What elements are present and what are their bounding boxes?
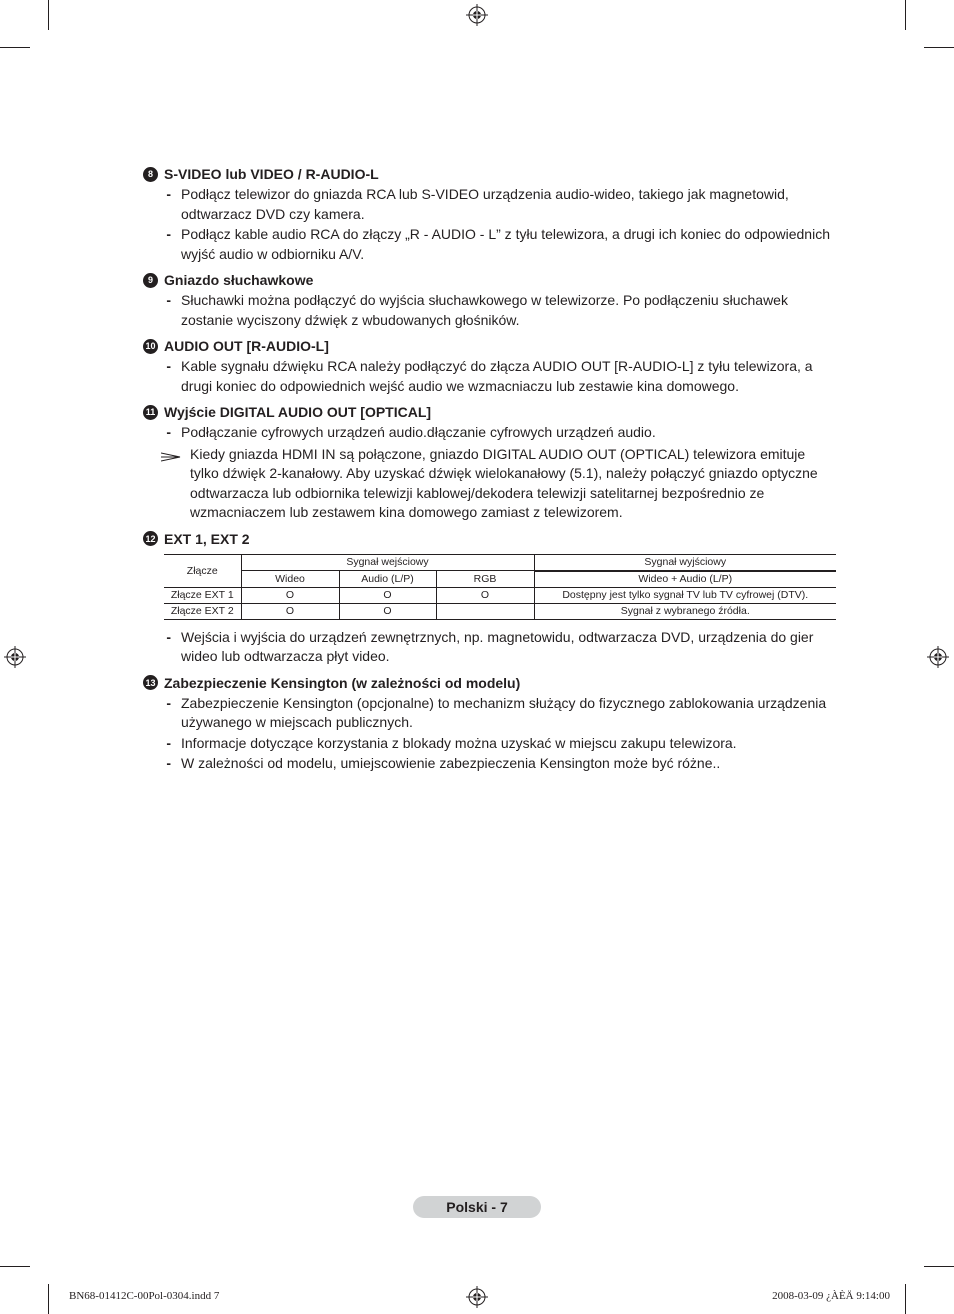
- print-slug-left: BN68-01412C-00Pol-0304.indd 7: [69, 1290, 220, 1302]
- list-item: [143, 225, 837, 264]
- page-number-badge: Polski - 7: [413, 1196, 541, 1218]
- section-heading: [143, 673, 837, 693]
- table-header-connector: Złącze: [164, 554, 241, 587]
- list-item: [143, 423, 837, 443]
- bullet-mark: -: [166, 358, 171, 374]
- list-item: [143, 357, 837, 396]
- bullet-text: Wejścia i wyjścia do urządzeń zewnętrznych, np. magnetowidu, odtwarzacza DVD, urządzenia do gier wideo lub odtwarzacza płyt video.: [181, 628, 814, 664]
- table-cell: Złącze EXT 2: [164, 603, 241, 619]
- section-number-badge: 11: [143, 405, 158, 420]
- bullet-mark: -: [166, 734, 171, 751]
- section-title: AUDIO OUT [R-AUDIO-L]: [164, 338, 329, 354]
- bullet-mark: -: [166, 186, 171, 202]
- table-cell: O: [436, 587, 534, 603]
- list-item: [143, 754, 837, 774]
- section-number-badge: 13: [143, 675, 158, 690]
- bullet-mark: -: [166, 694, 171, 711]
- table-header-row: [164, 554, 836, 571]
- print-slug-right: 2008-03-09 ¿ÀÈÄ 9:14:00: [772, 1290, 890, 1302]
- table-cell: [436, 603, 534, 619]
- section-number-badge: 12: [143, 531, 158, 546]
- table-cell: Złącze EXT 1: [164, 587, 241, 603]
- registration-mark-icon: [466, 4, 488, 26]
- bullet-mark: -: [166, 755, 171, 771]
- bullet-mark: -: [166, 226, 171, 242]
- crop-mark-top-right-v: [905, 0, 906, 30]
- list-item: [143, 291, 837, 330]
- page-content: [143, 164, 837, 780]
- section-title: Zabezpieczenie Kensington (w zależności od modelu): [164, 674, 521, 691]
- table-row: [164, 603, 836, 619]
- ext-connector-table: [164, 554, 836, 620]
- section-heading: [143, 336, 837, 356]
- bullet-text: Zabezpieczenie Kensington (opcjonalne) to mechanizm służący do fizycznego zablokowania urządzenia używanego w miejscach publicznych.: [181, 694, 827, 730]
- crop-mark-bottom-left-h: [0, 1266, 30, 1267]
- bullet-text: Podłączanie cyfrowych urządzeń audio.dłączanie cyfrowych urządzeń audio.: [181, 424, 656, 440]
- section-title: Gniazdo słuchawkowe: [164, 272, 314, 288]
- registration-mark-icon: [927, 646, 949, 668]
- section-number-badge: 10: [143, 339, 158, 354]
- table-row: [164, 587, 836, 603]
- section-kensington: [143, 673, 837, 774]
- registration-mark-icon: [4, 646, 26, 668]
- section-number-badge: 9: [143, 273, 158, 288]
- section-headphones: [143, 270, 837, 330]
- table-cell: O: [339, 603, 436, 619]
- section-heading: [143, 270, 837, 290]
- bullet-mark: -: [166, 292, 171, 308]
- note-text: Kiedy gniazda HDMI IN są połączone, gniazdo DIGITAL AUDIO OUT (OPTICAL) telewizora emituje tylko dźwięk 2-kanałowy. Aby uzyskać dźwięk wielokanałowy (5.1), należy połączyć gniazdo optyczne odtwarzacza lub odbiornika telewizji kablowej/dekodera telewizji satelitarnej bezpośrednio ze wzmacniaczem lub zestawem kina domowego zamiast z telewizorem.: [190, 445, 818, 520]
- bullet-text: Kable sygnału dźwięku RCA należy podłączyć do złącza AUDIO OUT [R-AUDIO-L] z tyłu telewizora, a drugi koniec do odpowiednich wejść audio we wzmacniaczu lub zestawie kina domowego.: [181, 358, 813, 394]
- crop-mark-top-left-h: [0, 47, 30, 48]
- bullet-text: W zależności od modelu, umiejscowienie zabezpieczenia Kensington może być różne..: [181, 755, 721, 771]
- crop-mark-bottom-left-v: [48, 1284, 49, 1314]
- table-subheader-video: Wideo: [241, 571, 339, 588]
- table-header-input: Sygnał wejściowy: [241, 554, 534, 571]
- registration-mark-icon: [466, 1286, 488, 1308]
- section-digital-audio-out: [143, 402, 837, 523]
- section-number-badge: 8: [143, 167, 158, 182]
- crop-mark-top-left-v: [48, 0, 49, 30]
- note-arrow-icon: [143, 445, 190, 523]
- crop-mark-bottom-right-h: [924, 1266, 954, 1267]
- list-item: [143, 734, 837, 754]
- section-s-video: [143, 164, 837, 264]
- crop-mark-top-right-h: [924, 47, 954, 48]
- list-item: [143, 185, 837, 224]
- section-ext: [143, 529, 837, 667]
- section-heading: [143, 402, 837, 422]
- section-title: S-VIDEO lub VIDEO / R-AUDIO-L: [164, 166, 379, 182]
- note: [143, 445, 837, 523]
- section-audio-out: [143, 336, 837, 396]
- section-title: Wyjście DIGITAL AUDIO OUT [OPTICAL]: [164, 404, 432, 420]
- table-subheader-rgb: RGB: [436, 571, 534, 588]
- section-title: EXT 1, EXT 2: [164, 530, 250, 547]
- bullet-text: Podłącz telewizor do gniazda RCA lub S-VIDEO urządzenia audio-wideo, takiego jak magnetowid, odtwarzacz DVD czy kamera.: [181, 186, 789, 222]
- section-heading: [143, 529, 837, 549]
- table-subheader-row: [164, 571, 836, 588]
- table-cell: O: [241, 587, 339, 603]
- table-header-output: Sygnał wyjściowy: [534, 554, 836, 571]
- list-item: [143, 628, 837, 667]
- bullet-text: Słuchawki można podłączyć do wyjścia słuchawkowego w telewizorze. Po podłączeniu słuchawek zostanie wyciszony dźwięk z wbudowanych głośników.: [181, 292, 788, 328]
- bullet-text: Podłącz kable audio RCA do złączy „R - AUDIO - L” z tyłu telewizora, a drugi ich koniec do odpowiednich wyjść audio w odbiorniku A/V.: [181, 226, 830, 262]
- bullet-mark: -: [166, 424, 171, 440]
- ext-table-wrapper: [164, 554, 837, 620]
- bullet-text: Informacje dotyczące korzystania z blokady można uzyskać w miejscu zakupu telewizora.: [181, 734, 737, 751]
- table-cell: O: [241, 603, 339, 619]
- table-cell: Dostępny jest tylko sygnał TV lub TV cyfrowej (DTV).: [534, 587, 836, 603]
- table-subheader-video-audio: Wideo + Audio (L/P): [534, 571, 836, 588]
- list-item: [143, 694, 837, 733]
- table-subheader-audio: Audio (L/P): [339, 571, 436, 588]
- bullet-mark: -: [166, 628, 171, 645]
- table-cell: Sygnał z wybranego źródła.: [534, 603, 836, 619]
- crop-mark-bottom-right-v: [905, 1284, 906, 1314]
- table-cell: O: [339, 587, 436, 603]
- section-heading: [143, 164, 837, 184]
